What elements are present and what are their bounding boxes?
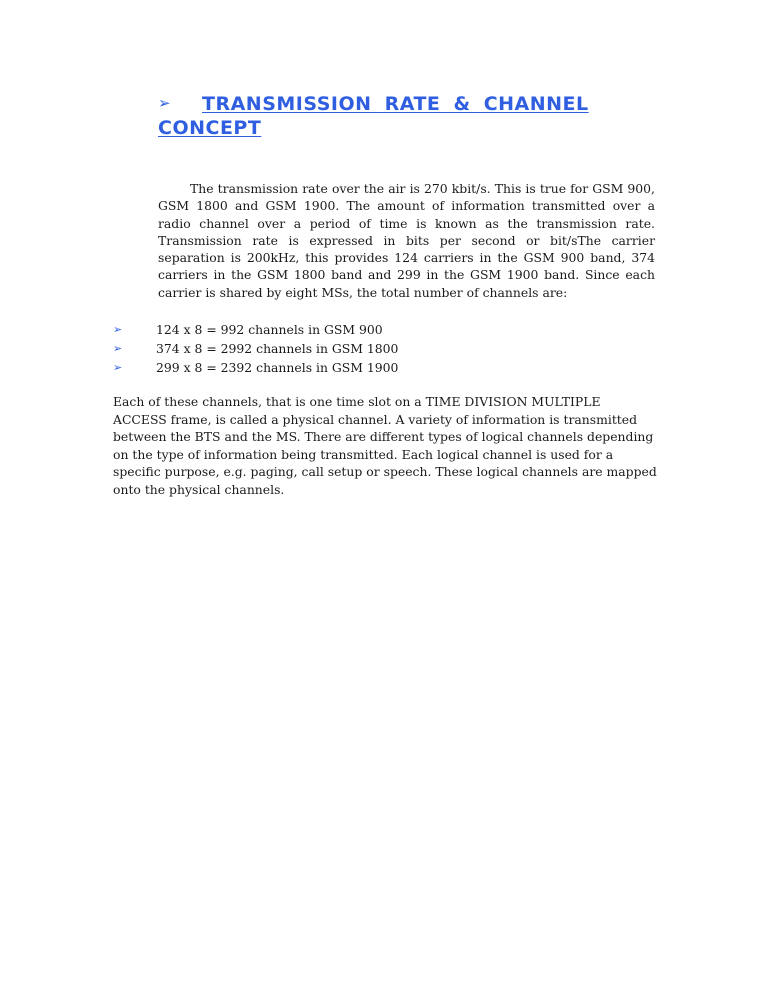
bullet-arrow-icon: ➢ [113, 342, 123, 355]
list-item-text: 124 x 8 = 992 channels in GSM 900 [156, 322, 383, 337]
bullet-arrow-icon: ➢ [113, 361, 123, 374]
physical-channel-paragraph: Each of these channels, that is one time slot on a TIME DIVISION MULTIPLE ACCESS frame, is called a physical channel. A variety of information is transmitted between the BTS and the MS. There are different types of logical channels depending on the type of information being transmitted. Each logical channel is used for a specific purpose, e.g. paging, call setup or speech. These logical channels are mapped onto the physical channels. [113, 394, 657, 497]
bullet-arrow-icon: ➢ [113, 323, 123, 336]
list-item [113, 320, 513, 339]
heading-bullet-arrow-icon: ➢ [158, 94, 172, 112]
channel-count-list [113, 320, 513, 377]
heading-text: TRANSMISSION RATE & CHANNEL CONCEPT [158, 93, 589, 139]
list-item-text: 374 x 8 = 2992 channels in GSM 1800 [156, 341, 399, 356]
list-item [113, 358, 513, 377]
list-item [113, 339, 513, 358]
list-item-text: 299 x 8 = 2392 channels in GSM 1900 [156, 360, 399, 375]
intro-paragraph: The transmission rate over the air is 270 kbit/s. This is true for GSM 900, GSM 1800 and GSM 1900. The amount of information transmitted over a radio channel over a period of time is known as the transmission rate. Transmission rate is expressed in bits per second or bit/sThe carrier separation is 200kHz, this provides 124 carriers in the GSM 900 band, 374 carriers in the GSM 1800 band and 299 in the GSM 1900 band. Since each carrier is shared by eight MSs, the total number of channels are: [158, 181, 655, 300]
section-heading [158, 91, 618, 140]
